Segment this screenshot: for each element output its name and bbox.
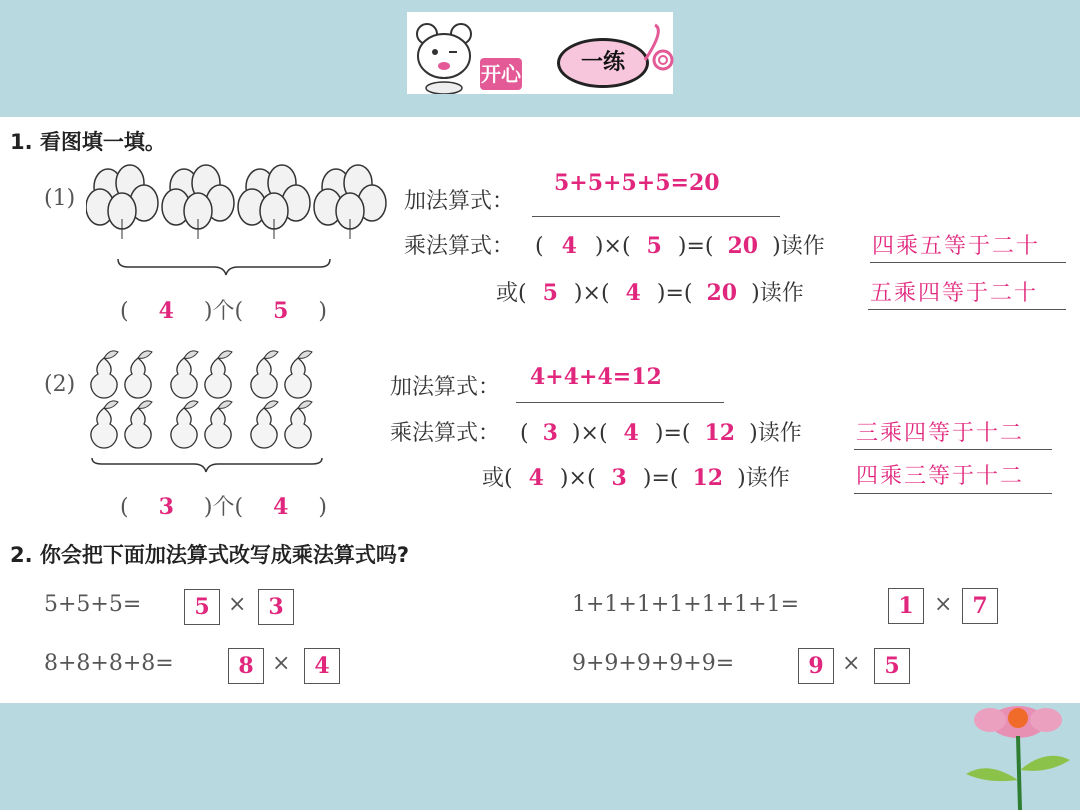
p2-add-label: 加法算式：	[390, 375, 501, 400]
banner-kai: 开心	[480, 58, 522, 90]
q2-item-4-box-b: 5	[874, 648, 910, 684]
balloon-groups-image	[86, 163, 396, 278]
q2-item-1-box-a: 5	[184, 589, 220, 625]
p1-add-answer: 5+5+5+5=20	[554, 170, 720, 196]
p2-add-answer: 4+4+4=12	[530, 364, 662, 390]
q1-part2-label: (2)	[44, 372, 76, 397]
p1-mul-read: 四乘五等于二十	[872, 234, 1041, 259]
pear	[171, 408, 197, 448]
banner	[407, 12, 673, 94]
q2-item-1-box-b: 3	[258, 589, 294, 625]
pear-leaf	[184, 401, 198, 409]
pear-groups-image	[86, 340, 336, 480]
pear	[251, 358, 277, 398]
p1-mul-label: 乘法算式：	[404, 234, 515, 259]
pear-leaf	[264, 351, 278, 359]
q2-item-3-box-b: 4	[304, 648, 340, 684]
pear-leaf	[218, 351, 232, 359]
q1-title: 1. 看图填一填。	[10, 130, 166, 154]
p2-alt-read: 四乘三等于十二	[856, 464, 1025, 489]
pear-leaf	[138, 351, 152, 359]
pear	[91, 358, 117, 398]
p2-mul-expression: ( 3 )×( 4 )=( 12 )读作	[520, 420, 802, 446]
balloon-brace	[118, 259, 330, 275]
p1-alt-read: 五乘四等于二十	[870, 281, 1039, 306]
q2-item-4-times: ×	[842, 651, 861, 676]
p2-mul-underline	[854, 449, 1052, 450]
q2-item-1-times: ×	[228, 592, 247, 617]
q2-item-3-times: ×	[272, 651, 291, 676]
q2-item-3-expr: 8+8+8+8=	[44, 651, 174, 676]
q2-item-3-box-a: 8	[228, 648, 264, 684]
pear	[125, 358, 151, 398]
flower-swirl-icon	[635, 20, 675, 80]
pear	[205, 358, 231, 398]
p1-alt-underline	[868, 309, 1066, 310]
pear-leaf	[218, 401, 232, 409]
bottom-band	[0, 703, 1080, 810]
pear	[205, 408, 231, 448]
pear-leaf	[298, 351, 312, 359]
p1-groups-line: ( 4 )个( 5 )	[120, 298, 328, 324]
q2-item-4-box-a: 9	[798, 648, 834, 684]
pear	[91, 408, 117, 448]
p1-mul-expression: ( 4 )×( 5 )=( 20 )读作	[535, 233, 825, 259]
p1-or-expression: 或( 5 )×( 4 )=( 20 )读作	[496, 280, 804, 306]
p2-mul-label: 乘法算式：	[390, 421, 501, 446]
p1-add-label: 加法算式：	[404, 189, 515, 214]
q2-title: 2. 你会把下面加法算式改写成乘法算式吗?	[10, 543, 410, 567]
pear	[125, 408, 151, 448]
flower-decoration-icon	[958, 700, 1078, 810]
pear	[251, 408, 277, 448]
banner-title: 一练	[557, 38, 649, 88]
q2-item-2-box-a: 1	[888, 588, 924, 624]
p2-add-underline	[516, 402, 724, 403]
pear-leaf	[184, 351, 198, 359]
pear-leaf	[298, 401, 312, 409]
p1-add-underline	[532, 216, 780, 217]
q2-item-2-box-b: 7	[962, 588, 998, 624]
p2-mul-read: 三乘四等于十二	[856, 421, 1025, 446]
pear	[171, 358, 197, 398]
pear-leaf	[138, 401, 152, 409]
bear-mascot-icon	[409, 12, 479, 94]
pear-leaf	[104, 351, 118, 359]
pear-leaf	[264, 401, 278, 409]
pear	[285, 408, 311, 448]
pear-brace	[92, 458, 322, 472]
p2-alt-underline	[854, 493, 1052, 494]
p2-or-expression: 或( 4 )×( 3 )=( 12 )读作	[482, 465, 790, 491]
q1-part1-label: (1)	[44, 186, 76, 211]
pear-leaf	[104, 401, 118, 409]
q2-item-1-expr: 5+5+5=	[44, 592, 142, 617]
q2-item-2-expr: 1+1+1+1+1+1+1=	[572, 592, 800, 617]
pear	[285, 358, 311, 398]
p1-mul-underline	[870, 262, 1066, 263]
q2-item-4-expr: 9+9+9+9+9=	[572, 651, 735, 676]
q2-item-2-times: ×	[934, 592, 953, 617]
p2-groups-line: ( 3 )个( 4 )	[120, 494, 328, 520]
